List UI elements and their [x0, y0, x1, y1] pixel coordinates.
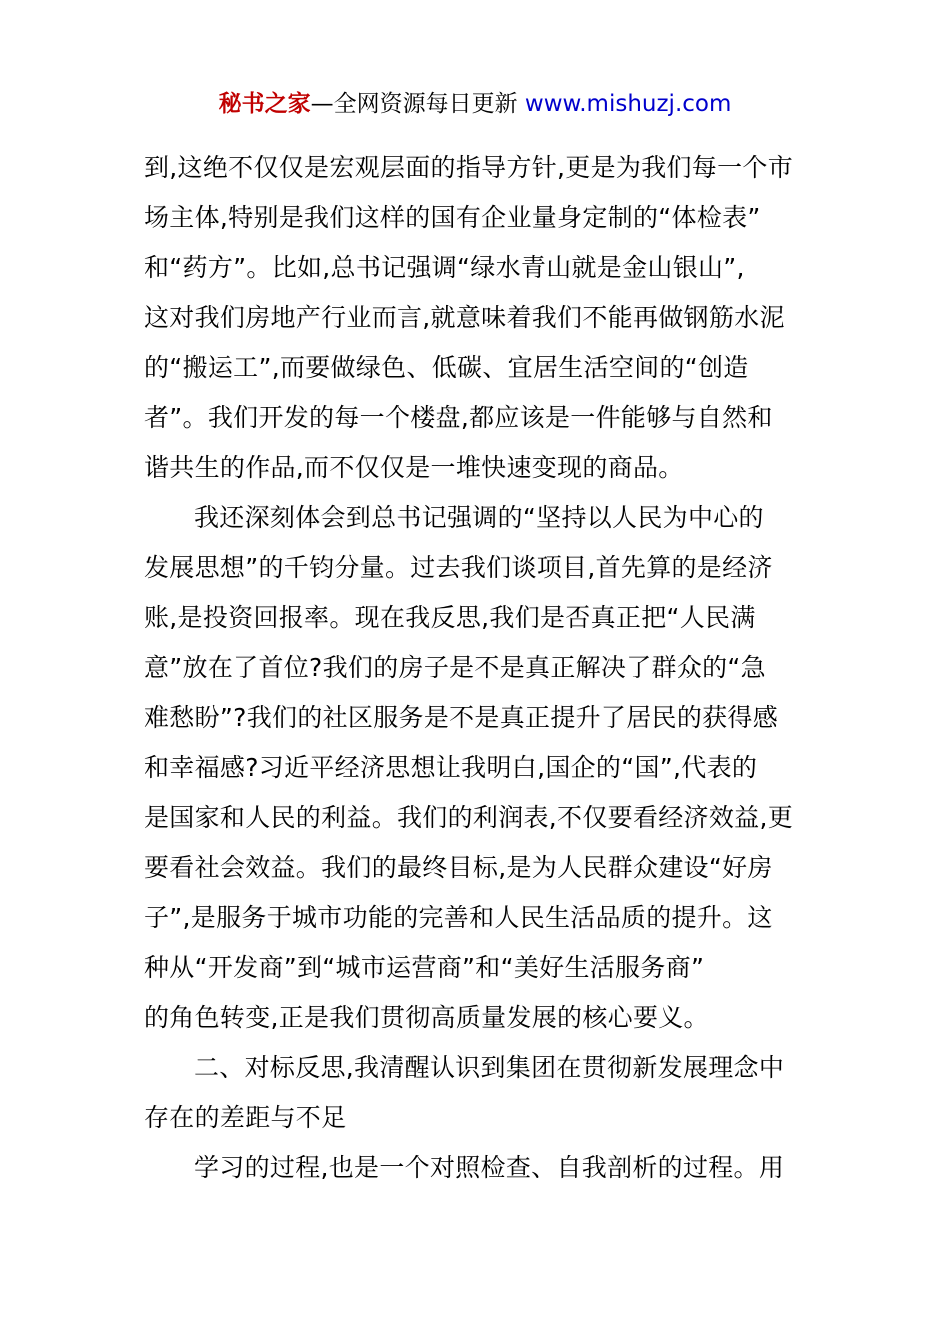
document-body	[144, 143, 814, 1193]
text-line: 账,是投资回报率。现在我反思,我们是否真正把“人民满	[144, 603, 756, 632]
text-line: 的“搬运工”,而要做绿色、低碳、宜居生活空间的“创造	[144, 353, 749, 382]
text-line: 要看社会效益。我们的最终目标,是为人民群众建设“好房	[144, 853, 773, 882]
text-line: 场主体,特别是我们这样的国有企业量身定制的“体检表”	[144, 203, 761, 232]
paragraph-start-line: 我还深刻体会到总书记强调的“坚持以人民为中心的	[194, 503, 764, 532]
text-line: 谐共生的作品,而不仅仅是一堆快速变现的商品。	[144, 453, 684, 482]
text-line: 是国家和人民的利益。我们的利润表,不仅要看经济效益,更	[144, 803, 793, 832]
text-line: 种从“开发商”到“城市运营商”和“美好生活服务商”	[144, 953, 705, 982]
header-tagline: —全网资源每日更新	[310, 91, 525, 117]
text-line: 意”放在了首位?我们的房子是不是真正解决了群众的“急	[144, 653, 766, 682]
section-heading-line: 二、对标反思,我清醒认识到集团在贯彻新发展理念中	[194, 1053, 785, 1082]
text-line: 这对我们房地产行业而言,就意味着我们不能再做钢筋水泥	[144, 303, 785, 332]
site-url[interactable]: www.mishuzj.com	[524, 91, 732, 117]
text-line: 难愁盼”?我们的社区服务是不是真正提升了居民的获得感	[144, 703, 779, 732]
brand-name: 秘书之家	[218, 91, 311, 117]
text-line: 到,这绝不仅仅是宏观层面的指导方针,更是为我们每一个市	[144, 153, 793, 182]
page-header	[0, 88, 950, 120]
text-line: 和“药方”。比如,总书记强调“绿水青山就是金山银山”,	[144, 253, 745, 282]
text-line: 和幸福感?习近平经济思想让我明白,国企的“国”,代表的	[144, 753, 758, 782]
section-heading-line: 存在的差距与不足	[144, 1103, 347, 1132]
text-line: 子”,是服务于城市功能的完善和人民生活品质的提升。这	[144, 903, 773, 932]
text-line: 者”。我们开发的每一个楼盘,都应该是一件能够与自然和	[144, 403, 773, 432]
text-line: 发展思想”的千钧分量。过去我们谈项目,首先算的是经济	[144, 553, 773, 582]
paragraph-start-line: 学习的过程,也是一个对照检查、自我剖析的过程。用	[194, 1153, 785, 1182]
text-line: 的角色转变,正是我们贯彻高质量发展的核心要义。	[144, 1003, 709, 1032]
